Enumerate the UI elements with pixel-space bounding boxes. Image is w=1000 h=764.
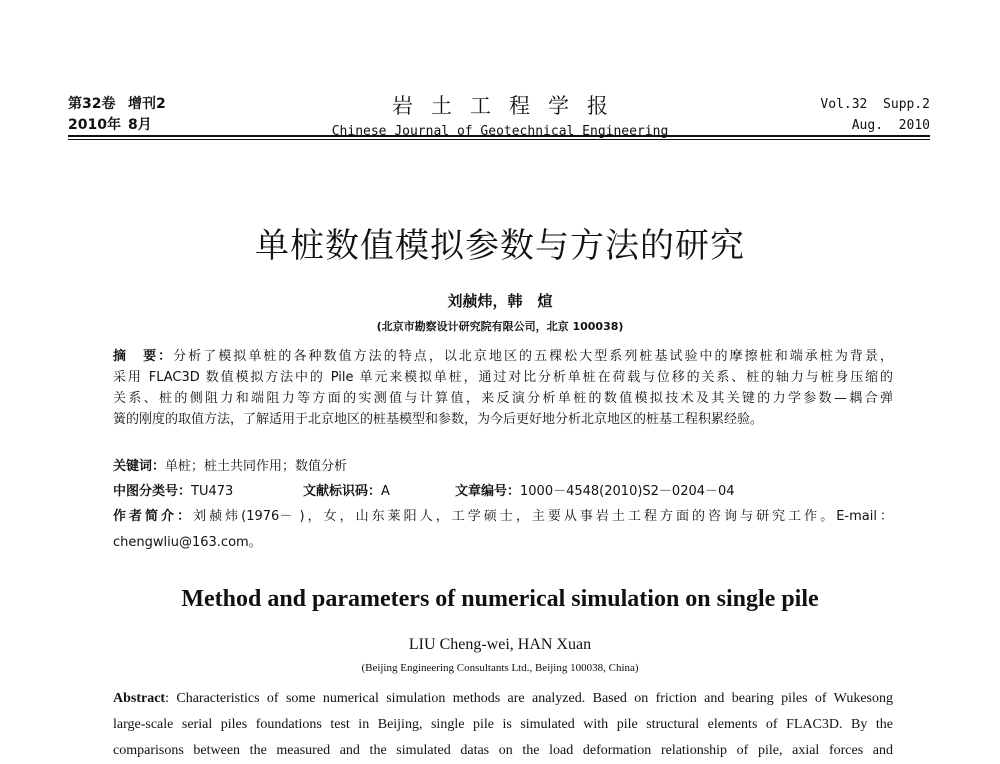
article-no-value: 1000－4548(2010)S2－0204－04 <box>520 484 735 499</box>
paper-title-en: Method and parameters of numerical simulation on single pile <box>181 586 819 612</box>
keywords-cn <box>113 455 893 474</box>
clc-value: TU473 <box>191 484 234 499</box>
article-no-label: 文章编号： <box>455 484 521 499</box>
paper-title-cn: 单桩数值模拟参数与方法的研究 <box>255 226 745 266</box>
clc-label: 中图分类号： <box>113 484 192 499</box>
journal-masthead <box>300 90 700 139</box>
abstract-en <box>113 686 893 764</box>
abstract-cn-line: 采用 FLAC3D 数值模拟方法中的 Pile 单元来模拟单桩，通过对比分析单桩在荷载与位移的关系、桩的轴力与桩身压缩的 <box>113 370 893 385</box>
abstract-cn-line: 摘 要：分析了模拟单桩的各种数值方法的特点，以北京地区的五棵松大型系列桩基试验中的摩擦桩和端承桩为背景， <box>113 349 893 364</box>
author-bio <box>113 504 893 556</box>
header-rule-thick <box>68 135 930 137</box>
volume-supp-en: Vol.32 Supp.2 <box>820 97 930 112</box>
issue-info <box>68 94 166 136</box>
authors-cn: 刘赪炜，韩 煊 <box>447 292 553 310</box>
author-bio-text: 刘赪炜(1976－ )，女，山东莱阳人，工学硕士，主要从事岩土工程方面的咨询与研究工作。E-mail： <box>193 509 893 524</box>
year-label: 2010年 <box>68 117 121 133</box>
abstract-en-label: Abstract <box>113 691 166 706</box>
classification-row <box>113 480 893 499</box>
issue-info-en <box>820 94 930 136</box>
authors-en: LIU Cheng-wei, HAN Xuan <box>408 636 592 653</box>
keywords-text: 单桩；桩土共同作用；数值分析 <box>165 459 348 474</box>
abstract-cn-line: 簧的刚度的取值方法，了解适用于北京地区的桩基模型和参数，为今后更好地分析北京地区的桩基工程积累经验。 <box>113 412 764 427</box>
header-rule-thin <box>68 139 930 140</box>
doc-code-value: A <box>381 484 390 499</box>
abstract-en-line: comparisons between the measured and the simulated datas on the load deformation relationship of pile, axial forces and <box>113 743 893 758</box>
supplement-label: 增刊2 <box>128 96 166 112</box>
volume-label: 第32卷 <box>68 96 116 112</box>
date-en: Aug. 2010 <box>851 118 930 133</box>
keywords-label: 关键词： <box>113 459 166 474</box>
abstract-cn <box>113 346 893 430</box>
affiliation-en: (Beijing Engineering Consultants Ltd., Beijing 100038, China) <box>361 662 639 674</box>
affiliation-cn: (北京市勘察设计研究院有限公司，北京 100038) <box>376 320 624 333</box>
month-label: 8月 <box>128 117 152 133</box>
abstract-en-line: Abstract: Characteristics of some numerical simulation methods are analyzed. Based on friction and bearing piles of Wukesong <box>113 691 893 706</box>
abstract-cn-line: 关系、桩的侧阻力和端阻力等方面的实测值与计算值，来反演分析单桩的数值模拟技术及其关键的力学参数—耦合弹 <box>113 391 893 406</box>
abstract-en-line: large-scale serial piles foundations test in Beijing, single pile is simulated with pile structural elements of FLAC3D. By the <box>113 717 893 732</box>
journal-name-en: Chinese Journal of Geotechnical Engineering <box>331 124 669 139</box>
doc-code-label: 文献标识码： <box>303 484 382 499</box>
author-email: chengwliu@163.com。 <box>113 535 262 550</box>
author-bio-label: 作者简介： <box>113 509 194 524</box>
abstract-cn-label: 摘 要： <box>113 349 174 364</box>
journal-name-cn: 岩土工程学报 <box>392 94 626 118</box>
